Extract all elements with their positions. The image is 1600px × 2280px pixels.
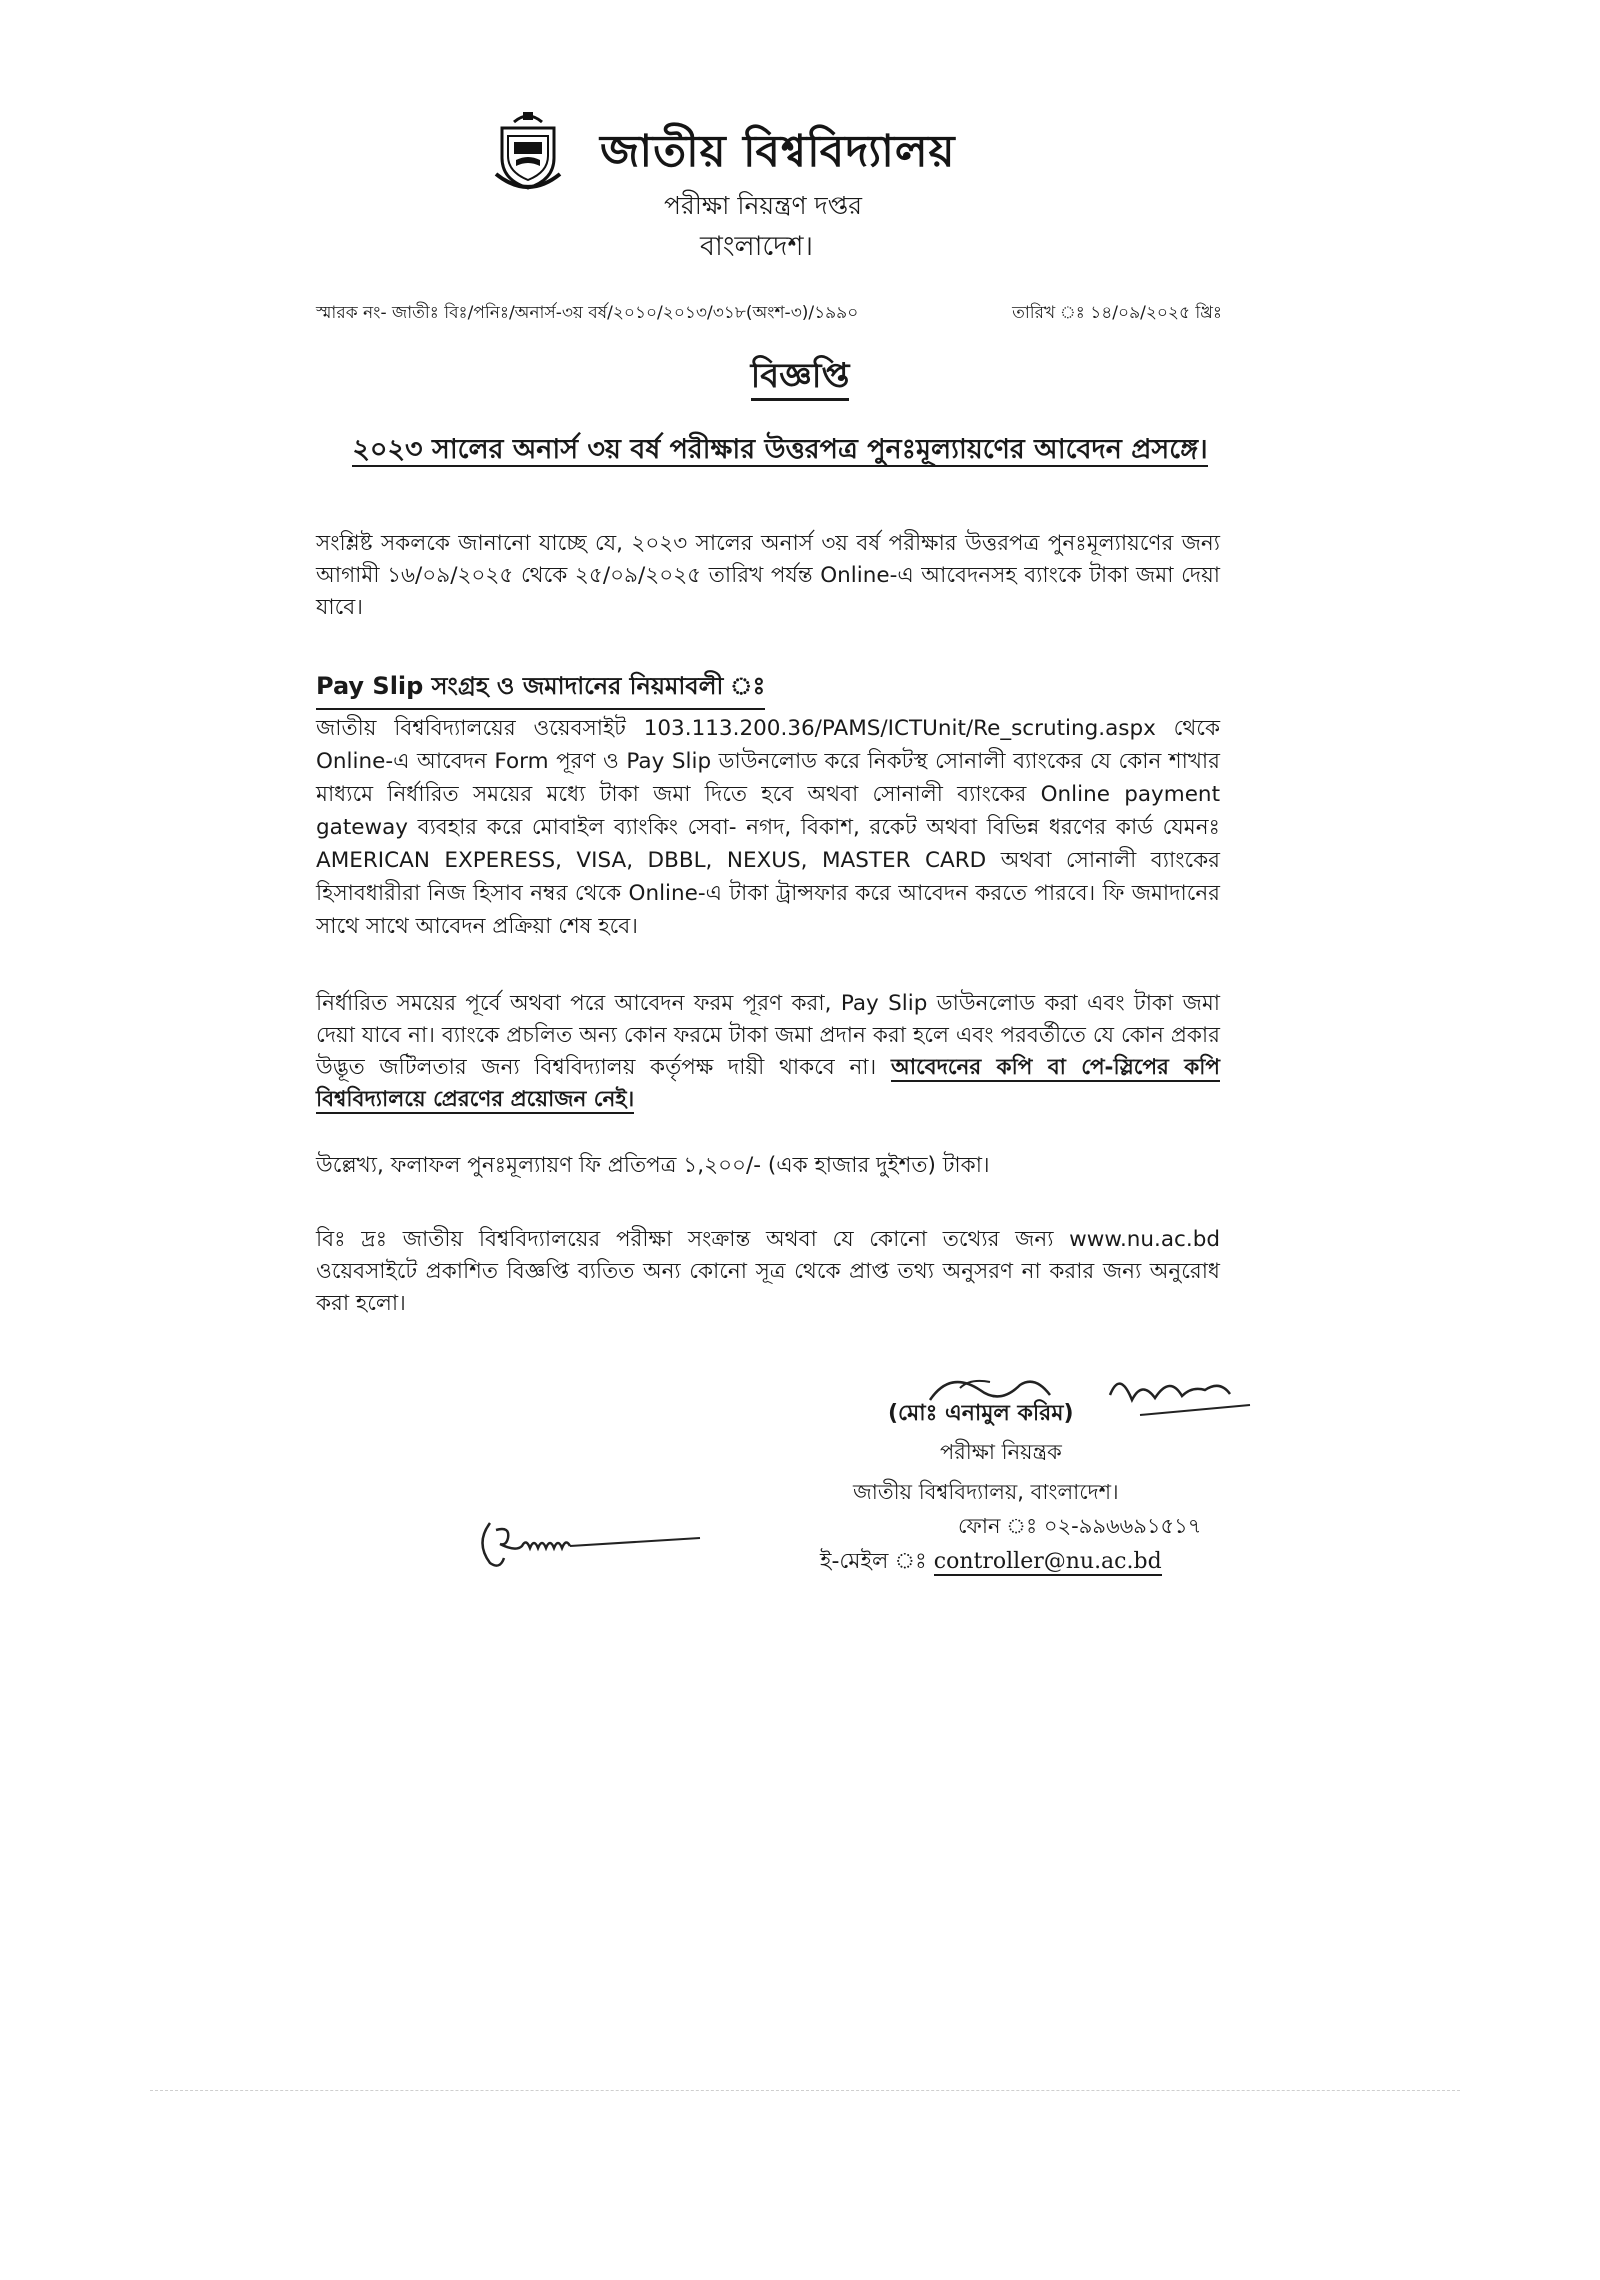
email-label: ই-মেইল ঃ — [820, 1549, 927, 1574]
signer-email-line — [820, 1544, 1162, 1581]
signer-organization: জাতীয় বিশ্ববিদ্যালয়, বাংলাদেশ। — [853, 1480, 1119, 1504]
paragraph-pay-slip-rules: জাতীয় বিশ্ববিদ্যালয়ের ওয়েবসাইট 103.113.200.36/PAMS/ICTUnit/Re_scruting.aspx থেকে Online-এ আবেদন Form পূরণ ও Pay Slip ডাউনলোড করে নিকটস্থ সোনালী ব্যাংকের যে কোন শাখার মাধ্যমে নির্ধারিত সময়ের মধ্যে টাকা জমা দিতে হবে অথবা সোনালী ব্যাংকের Online payment gateway ব্যবহার করে মোবাইল ব্যাংকিং সেবা- নগদ, বিকাশ, রকেট অথবা বিভিন্ন ধরণের কার্ড যেমনঃ AMERICAN EXPERESS, VISA, DBBL, NEXUS, MASTER CARD অথবা সোনালী ব্যাংকের হিসাবধারীরা নিজ হিসাব নম্বর থেকে Online-এ টাকা ট্রান্সফার করে আবেদন করতে পারবে। ফি জমাদানের সাথে সাথে আবেদন প্রক্রিয়া শেষ হবে। — [316, 716, 1220, 939]
pay-slip-section-heading: Pay Slip সংগ্রহ ও জমাদানের নিয়মাবলী ঃ — [316, 668, 765, 710]
deadline-warning-text: নির্ধারিত সময়ের পূর্বে অথবা পরে আবেদন ফরম পূরণ করা, Pay Slip ডাউনলোড করা এবং টাকা জমা দেয়া যাবে না। ব্যাংকে প্রচলিত অন্য কোন ফরমে টাকা জমা প্রদান করা হলে এবং পরবর্তীতে যে কোন প্রকার উদ্ভূত জটিলতার জন্য বিশ্ববিদ্যালয় কর্তৃপক্ষ দায়ী থাকবে না। — [316, 991, 1220, 1080]
no-copy-required-text: আবেদনের কপি বা পে-স্লিপের কপি বিশ্ববিদ্যালয়ে প্রেরণের প্রয়োজন নেই। — [316, 1055, 1220, 1112]
university-seal-logo — [492, 108, 564, 192]
signer-name: (মোঃ এনামুল করিম) — [888, 1401, 1074, 1426]
initial-signature — [470, 1508, 710, 1578]
email-link[interactable]: controller@nu.ac.bd — [933, 1549, 1162, 1574]
memo-line — [316, 300, 1222, 328]
university-name: জাতীয় বিশ্ববিদ্যালয় — [600, 126, 956, 177]
notice-subject — [330, 424, 1230, 476]
memo-date: তারিখ ঃ ১৪/০৯/২০২৫ খ্রিঃ — [1012, 303, 1222, 323]
signer-designation: পরীক্ষা নিয়ন্ত্রক — [940, 1440, 1062, 1464]
signer-phone: ফোন ঃ ০২-৯৯৬৬৯১৫১৭ — [958, 1514, 1202, 1538]
paragraph-intro: সংশ্লিষ্ট সকলকে জানানো যাচ্ছে যে, ২০২৩ সালের অনার্স ৩য় বর্ষ পরীক্ষার উত্তরপত্র পুনঃমূল্যায়ণের জন্য আগামী ১৬/০৯/২০২৫ থেকে ২৫/০৯/২০২৫ তারিখ পর্যন্ত Online-এ আবেদনসহ ব্যাংকে টাকা জমা দেয়া যাবে। — [316, 531, 1220, 620]
office-name: পরীক্ষা নিয়ন্ত্রণ দপ্তর — [664, 191, 862, 220]
notice-title-text: বিজ্ঞপ্তি — [751, 356, 850, 401]
paragraph-note: বিঃ দ্রঃ জাতীয় বিশ্ববিদ্যালয়ের পরীক্ষা সংক্রান্ত অথবা যে কোনো তথ্যের জন্য www.nu.ac.bd ওয়েবসাইটে প্রকাশিত বিজ্ঞপ্তি ব্যতিত অন্য কোনো সূত্র থেকে প্রাপ্ত তথ্য অনুসরণ না করার জন্য অনুরোধ করা হলো। — [316, 1227, 1220, 1316]
page-bottom-divider — [150, 2090, 1460, 2091]
country-name: বাংলাদেশ। — [700, 231, 814, 262]
paragraph-deadline-warning — [316, 988, 1220, 1116]
paragraph-fee: উল্লেখ্য, ফলাফল পুনঃমূল্যায়ণ ফি প্রতিপত্র ১,২০০/- (এক হাজার দুইশত) টাকা। — [316, 1153, 990, 1178]
notice-subject-text: ২০২৩ সালের অনার্স ৩য় বর্ষ পরীক্ষার উত্তরপত্র পুনঃমূল্যায়ণের আবেদন প্রসঙ্গে। — [352, 434, 1208, 465]
memo-number: স্মারক নং- জাতীঃ বিঃ/পনিঃ/অনার্স-৩য় বর্ষ/২০১০/২০১৩/৩১৮(অংশ-৩)/১৯৯০ — [316, 303, 859, 323]
notice-title — [0, 350, 1600, 407]
